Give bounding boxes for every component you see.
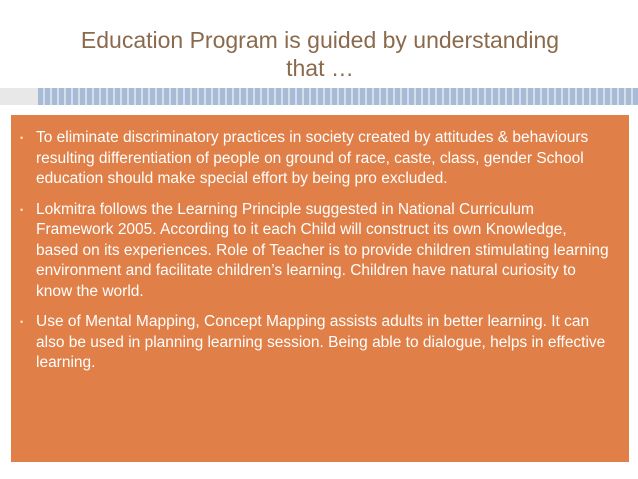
- content-box: [11, 115, 629, 462]
- slide-title-line-1: Education Program is guided by understanding: [80, 27, 560, 53]
- bullet-item-3: [20, 312, 609, 374]
- bullet-text: Lokmitra follows the Learning Principle suggested in National Curriculum Framework 2005. According to it each Child will construct its own Knowledge, based on its experiences. Role of Teacher is to provide children stimulating learning environment and facilitate children’s learning. Children have natural curiosity to know the world.: [36, 200, 609, 300]
- bullet-dot-icon: •: [20, 133, 24, 143]
- divider-striped-bar: [38, 88, 638, 105]
- divider-left-block: [0, 88, 38, 105]
- bullet-dot-icon: •: [20, 317, 24, 327]
- bullet-item-2: [20, 200, 609, 303]
- bullet-text: To eliminate discriminatory practices in society created by attitudes & behaviours resulting differentiation of people on ground of race, caste, class, gender School education should make special effort by being pro excluded.: [36, 129, 589, 187]
- bullet-item-1: [20, 128, 609, 190]
- slide-title: [40, 26, 600, 82]
- bullet-dot-icon: •: [20, 204, 24, 215]
- bullet-text: Use of Mental Mapping, Concept Mapping assists adults in better learning. It can also be used in planning learning session. Being able to dialogue, helps in effective learning.: [36, 313, 606, 371]
- bullet-list: [20, 128, 609, 374]
- slide-title-line-2: that …: [286, 55, 354, 81]
